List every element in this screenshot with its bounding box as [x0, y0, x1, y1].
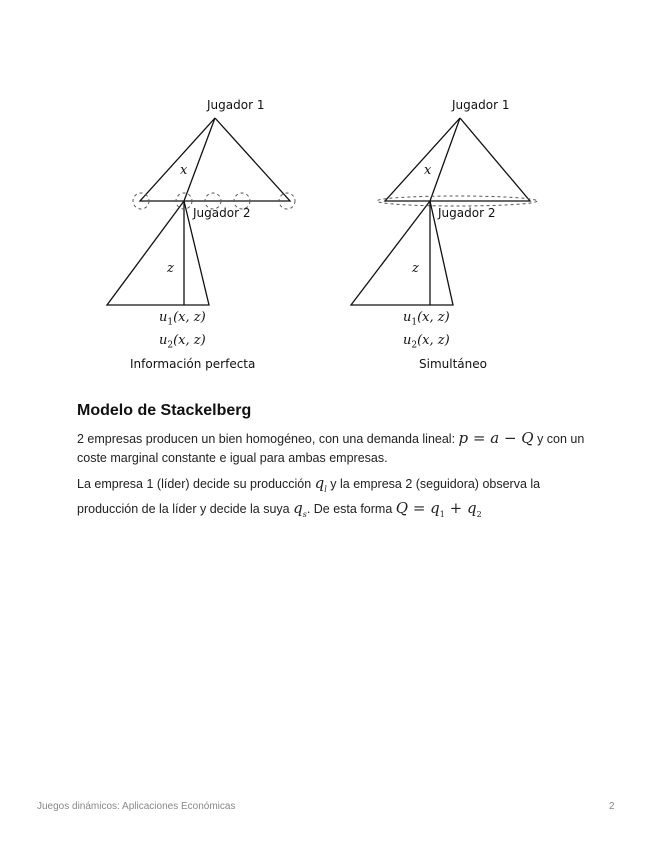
game-tree-lines — [0, 85, 655, 385]
left-payoffs — [159, 309, 206, 354]
right-payoffs — [403, 309, 450, 354]
p1-text-b: y con un coste marginal constante e igual para ambas empresas. — [77, 432, 585, 465]
left-payoff-2: $u_2(x$, z) — [159, 332, 206, 351]
section-title: Modelo de Stackelberg — [77, 402, 252, 419]
right-x-label: x — [424, 163, 432, 178]
right-player2-label: Jugador 2 — [438, 206, 496, 220]
left-z-label: z — [167, 261, 174, 276]
left-payoff-1: $u_1(x$, z) — [159, 310, 206, 328]
paragraph-stackelberg — [77, 474, 587, 524]
p1-text-a: 2 empresas producen un bien homogéneo, con una demanda lineal: — [77, 432, 459, 446]
total-quantity-equation: $Q = q_1 + q_2$ — [395, 499, 482, 519]
paragraph-demand — [77, 429, 587, 468]
p2-text-b: y la empresa 2 (seguidora) observa la producción de la líder y decide la suya — [77, 477, 541, 516]
p2-text-a: La empresa 1 (líder) decide su producción — [77, 477, 315, 491]
right-player1-label: Jugador 1 — [452, 98, 510, 112]
right-payoff-1: $u_1(x$, z) — [403, 310, 450, 328]
right-payoff-2: $u_2(x$, z) — [403, 332, 450, 351]
left-player1-label: Jugador 1 — [207, 98, 265, 112]
left-x-label: x — [180, 163, 188, 178]
left-player2-label: Jugador 2 — [193, 206, 251, 220]
right-z-label: z — [412, 261, 419, 276]
left-upper-triangle — [140, 118, 290, 201]
page-number: 2 — [609, 801, 615, 812]
p1-demand-equation: p = a − Q — [458, 429, 534, 447]
right-upper-triangle — [385, 118, 530, 201]
q-leader: $q_l$ — [314, 474, 327, 494]
right-x-branch — [430, 118, 460, 201]
left-caption: Información perfecta — [130, 357, 256, 371]
p2-text-c: . De esta forma — [306, 502, 396, 516]
right-caption: Simultáneo — [419, 357, 487, 371]
footer-title: Juegos dinámicos: Aplicaciones Económicas — [37, 801, 236, 812]
game-tree-figure — [0, 85, 655, 385]
q-follower: $q_s$ — [293, 499, 307, 519]
left-x-branch — [184, 118, 215, 201]
